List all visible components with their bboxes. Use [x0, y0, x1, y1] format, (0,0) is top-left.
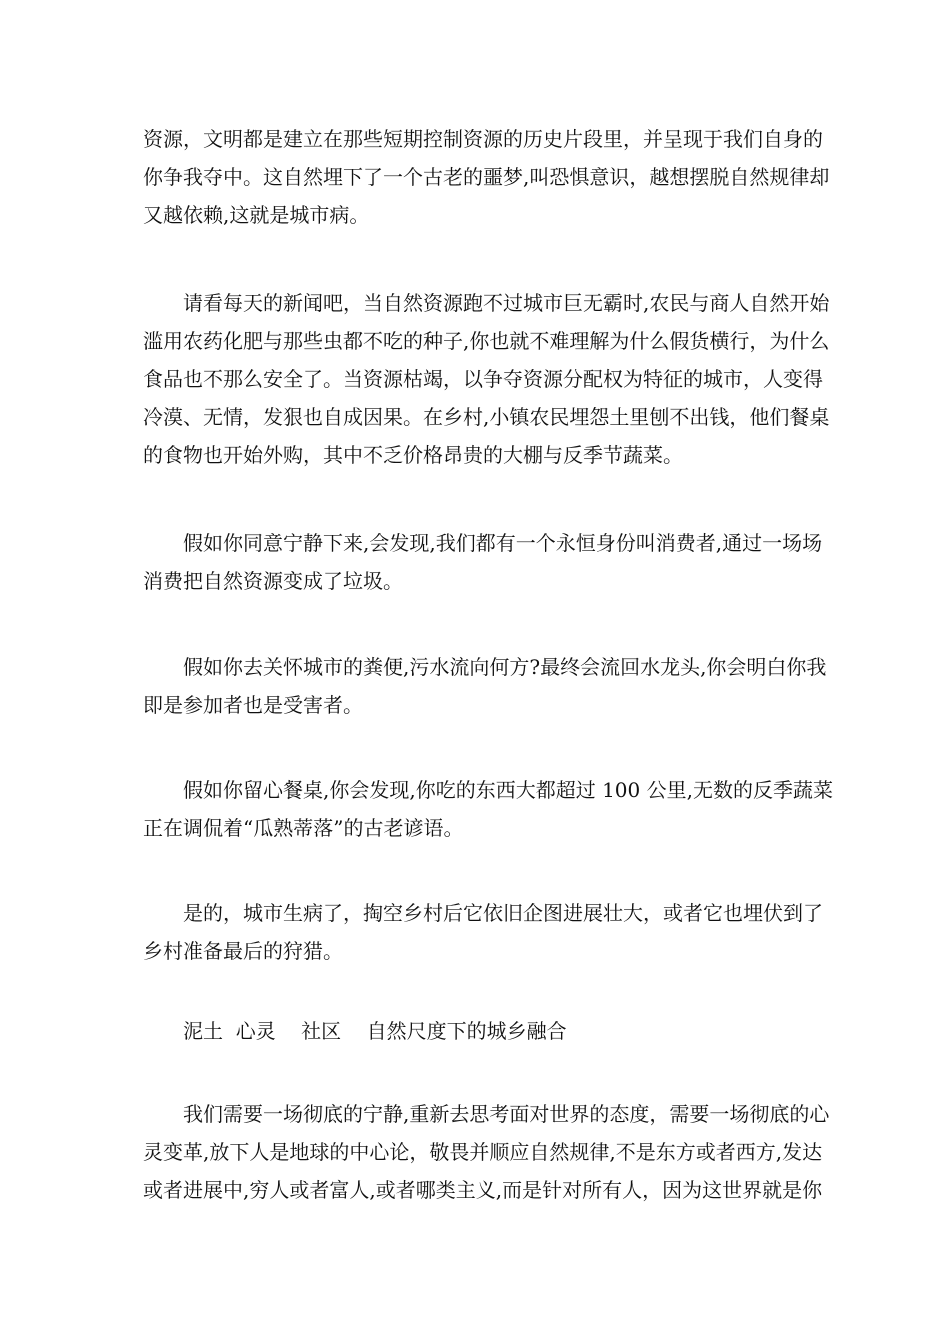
text-line: 消费把自然资源变成了垃圾。	[143, 569, 403, 593]
paragraph-1	[143, 120, 830, 234]
text-line: 食品也不那么安全了。当资源枯竭，以争夺资源分配权为特征的城市，人变得	[143, 367, 823, 391]
text-line: 假如你留心餐桌,你会发现,你吃的东西大都超过 100 公里,无数的反季蔬菜	[183, 778, 833, 802]
paragraph-5	[143, 771, 833, 847]
text-line: 假如你同意宁静下来,会发现,我们都有一个永恒身份叫消费者,通过一场场	[183, 531, 823, 555]
text-line: 的食物也开始外购，其中不乏价格昂贵的大棚与反季节蔬菜。	[143, 443, 683, 467]
text-line: 滥用农药化肥与那些虫都不吃的种子,你也就不难理解为什么假货横行，为什么	[143, 329, 830, 353]
paragraph-2	[143, 284, 830, 474]
paragraph-3	[143, 524, 823, 600]
text-line: 冷漠、无情，发狠也自成因果。在乡村,小镇农民埋怨土里刨不出钱，他们餐桌	[143, 405, 830, 429]
text-line: 或者进展中,穷人或者富人,或者哪类主义,而是针对所有人，因为这世界就是你	[143, 1178, 823, 1202]
text-line: 请看每天的新闻吧，当自然资源跑不过城市巨无霸时,农民与商人自然开始	[183, 291, 830, 315]
text-line: 资源，文明都是建立在那些短期控制资源的历史片段里，并呈现于我们自身的	[143, 127, 823, 151]
text-line: 又越依赖,这就是城市病。	[143, 203, 370, 227]
paragraph-8	[143, 1095, 830, 1209]
text-line: 灵变革,放下人是地球的中心论，敬畏并顺应自然规律,不是东方或者西方,发达	[143, 1140, 823, 1164]
section-heading	[143, 1012, 813, 1050]
text-line: 正在调侃着“瓜熟蒂落”的古老谚语。	[143, 816, 464, 840]
paragraph-6	[143, 894, 823, 970]
paragraph-4	[143, 648, 827, 724]
text-line: 乡村准备最后的狩猎。	[143, 939, 343, 963]
text-line: 你争我夺中。这自然埋下了一个古老的噩梦,叫恐惧意识，越想摆脱自然规律却	[143, 165, 830, 189]
heading-line: 泥土 心灵 社区 自然尺度下的城乡融合	[183, 1019, 567, 1043]
text-line: 是的，城市生病了，掏空乡村后它依旧企图进展壮大，或者它也埋伏到了	[183, 901, 823, 925]
text-line: 假如你去关怀城市的粪便,污水流向何方?最终会流回水龙头,你会明白你我	[183, 655, 827, 679]
text-line: 即是参加者也是受害者。	[143, 693, 363, 717]
text-line: 我们需要一场彻底的宁静,重新去思考面对世界的态度，需要一场彻底的心	[183, 1102, 830, 1126]
